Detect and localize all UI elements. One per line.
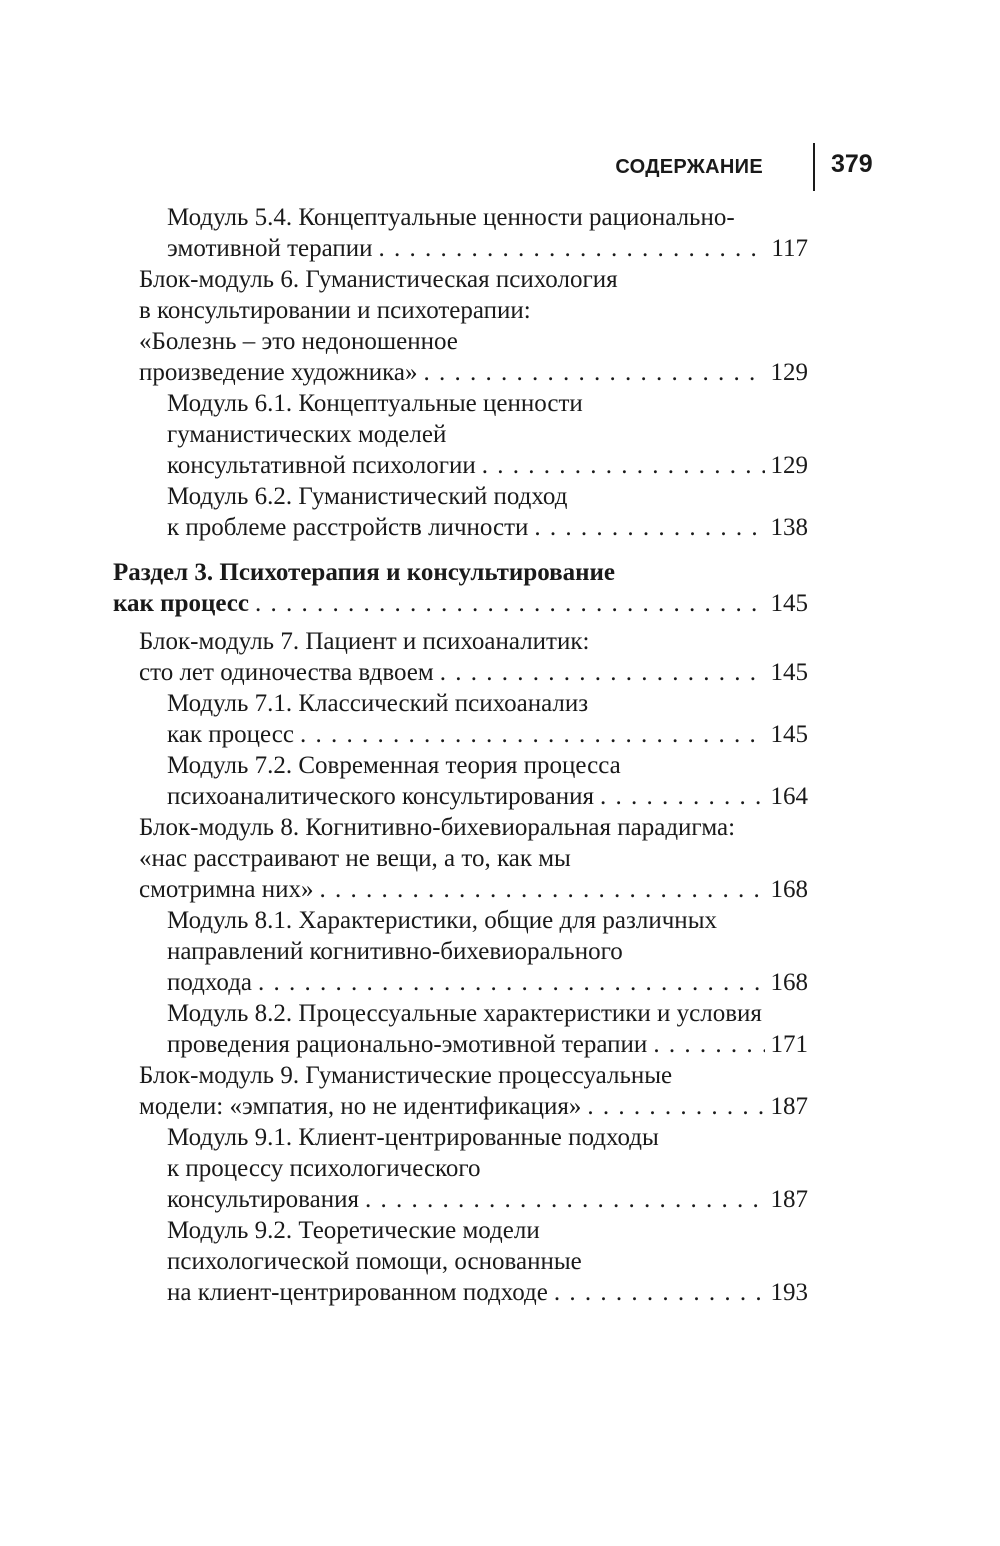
toc-line: Модуль 6.2. Гуманистический подход — [167, 483, 568, 510]
toc-line: Раздел 3. Психотерапия и консультирование — [113, 559, 616, 586]
toc-page-number: 129 — [770, 359, 808, 386]
toc-entry-module-6-1: консультативной психологии . . . 129 — [0, 450, 808, 481]
toc-page-number: 187 — [770, 1093, 808, 1120]
toc-entry-module-9-1: консультирования . . . 187 — [0, 1184, 808, 1215]
toc-line: к процессу психологического — [167, 1155, 481, 1182]
toc-line: гуманистических моделей — [167, 421, 447, 448]
toc-line: Модуль 9.1. Клиент-центрированные подходы — [167, 1124, 659, 1151]
toc-line: Модуль 8.1. Характеристики, общие для различных — [167, 907, 717, 934]
toc-line: направлений когнитивно-бихевиорального — [167, 938, 623, 965]
toc-page-number: 138 — [770, 514, 808, 541]
leader-dots — [534, 512, 764, 543]
leader-dots — [653, 1029, 764, 1060]
toc-entry-section-3: как процесс . . . 145 — [0, 588, 808, 619]
toc-line: Блок-модуль 9. Гуманистические процессуальные — [139, 1062, 673, 1089]
toc-page-number: 171 — [770, 1031, 808, 1058]
toc-entry-block-6: произведение художника» . . . 129 — [0, 357, 808, 388]
leader-dots — [600, 781, 765, 812]
leader-dots — [423, 357, 764, 388]
toc-page-number: 168 — [770, 969, 808, 996]
leader-dots — [255, 588, 765, 619]
toc-entry-module-7-2: психоаналитического консультирования . . . 164 — [0, 781, 808, 812]
toc-entry-module-9-2: на клиент-центрированном подходе . . . 193 — [0, 1277, 808, 1308]
toc-line: Модуль 7.2. Современная теория процесса — [167, 752, 621, 779]
toc-entry-module-7-1: как процесс . . . 145 — [0, 719, 808, 750]
leader-dots — [554, 1277, 765, 1308]
leader-dots — [482, 450, 765, 481]
leader-dots — [379, 233, 766, 264]
leader-dots — [587, 1091, 764, 1122]
toc-page-number: 168 — [770, 876, 808, 903]
running-header — [0, 143, 1000, 193]
toc-page-number: 117 — [771, 235, 808, 262]
toc-line: «Болезнь – это недоношенное — [139, 328, 458, 355]
toc-page-number: 145 — [770, 590, 808, 617]
toc-page-number: 129 — [770, 452, 808, 479]
toc-entry-module-8-1: подхода . . . 168 — [0, 967, 808, 998]
toc-page-number: 145 — [770, 659, 808, 686]
toc-line: Модуль 6.1. Концептуальные ценности — [167, 390, 583, 417]
toc-page-number: 187 — [770, 1186, 808, 1213]
toc-entry-module-5-4: эмотивной терапии . . . 117 — [0, 233, 808, 264]
leader-dots — [365, 1184, 765, 1215]
toc-line: Модуль 8.2. Процессуальные характеристики и условия — [167, 1000, 762, 1027]
toc-line: Блок-модуль 8. Когнитивно-бихевиоральная парадигма: — [139, 814, 736, 841]
section-title: СОДЕРЖАНИЕ — [615, 156, 763, 178]
toc-entry-module-6-2: к проблеме расстройств личности . . . 138 — [0, 512, 808, 543]
leader-dots — [440, 657, 765, 688]
toc-page-number: 164 — [770, 783, 808, 810]
toc-page-number: 145 — [770, 721, 808, 748]
header-divider — [813, 143, 815, 191]
toc-line: психологической помощи, основанные — [167, 1248, 582, 1275]
table-of-contents — [0, 202, 1000, 1308]
toc-line: «нас расстраивают не вещи, а то, как мы — [139, 845, 571, 872]
toc-entry-block-8: смотримна них» . . . 168 — [0, 874, 808, 905]
toc-entry-block-9: модели: «эмпатия, но не идентификация» . . . 187 — [0, 1091, 808, 1122]
toc-entry-block-7: сто лет одиночества вдвоем . . . 145 — [0, 657, 808, 688]
toc-line: Модуль 7.1. Классический психоанализ — [167, 690, 589, 717]
toc-line: Блок-модуль 7. Пациент и психоаналитик: — [139, 628, 590, 655]
toc-line: Модуль 9.2. Теоретические модели — [167, 1217, 540, 1244]
leader-dots — [300, 719, 765, 750]
toc-entry-module-8-2: проведения рационально-эмотивной терапии . . . 171 — [0, 1029, 808, 1060]
toc-line: Блок-модуль 6. Гуманистическая психология — [139, 266, 618, 293]
page-number: 379 — [831, 150, 873, 178]
toc-line: в консультировании и психотерапии: — [139, 297, 531, 324]
toc-page-number: 193 — [770, 1279, 808, 1306]
toc-line: Модуль 5.4. Концептуальные ценности рационально- — [167, 204, 735, 231]
leader-dots — [258, 967, 764, 998]
leader-dots — [320, 874, 765, 905]
